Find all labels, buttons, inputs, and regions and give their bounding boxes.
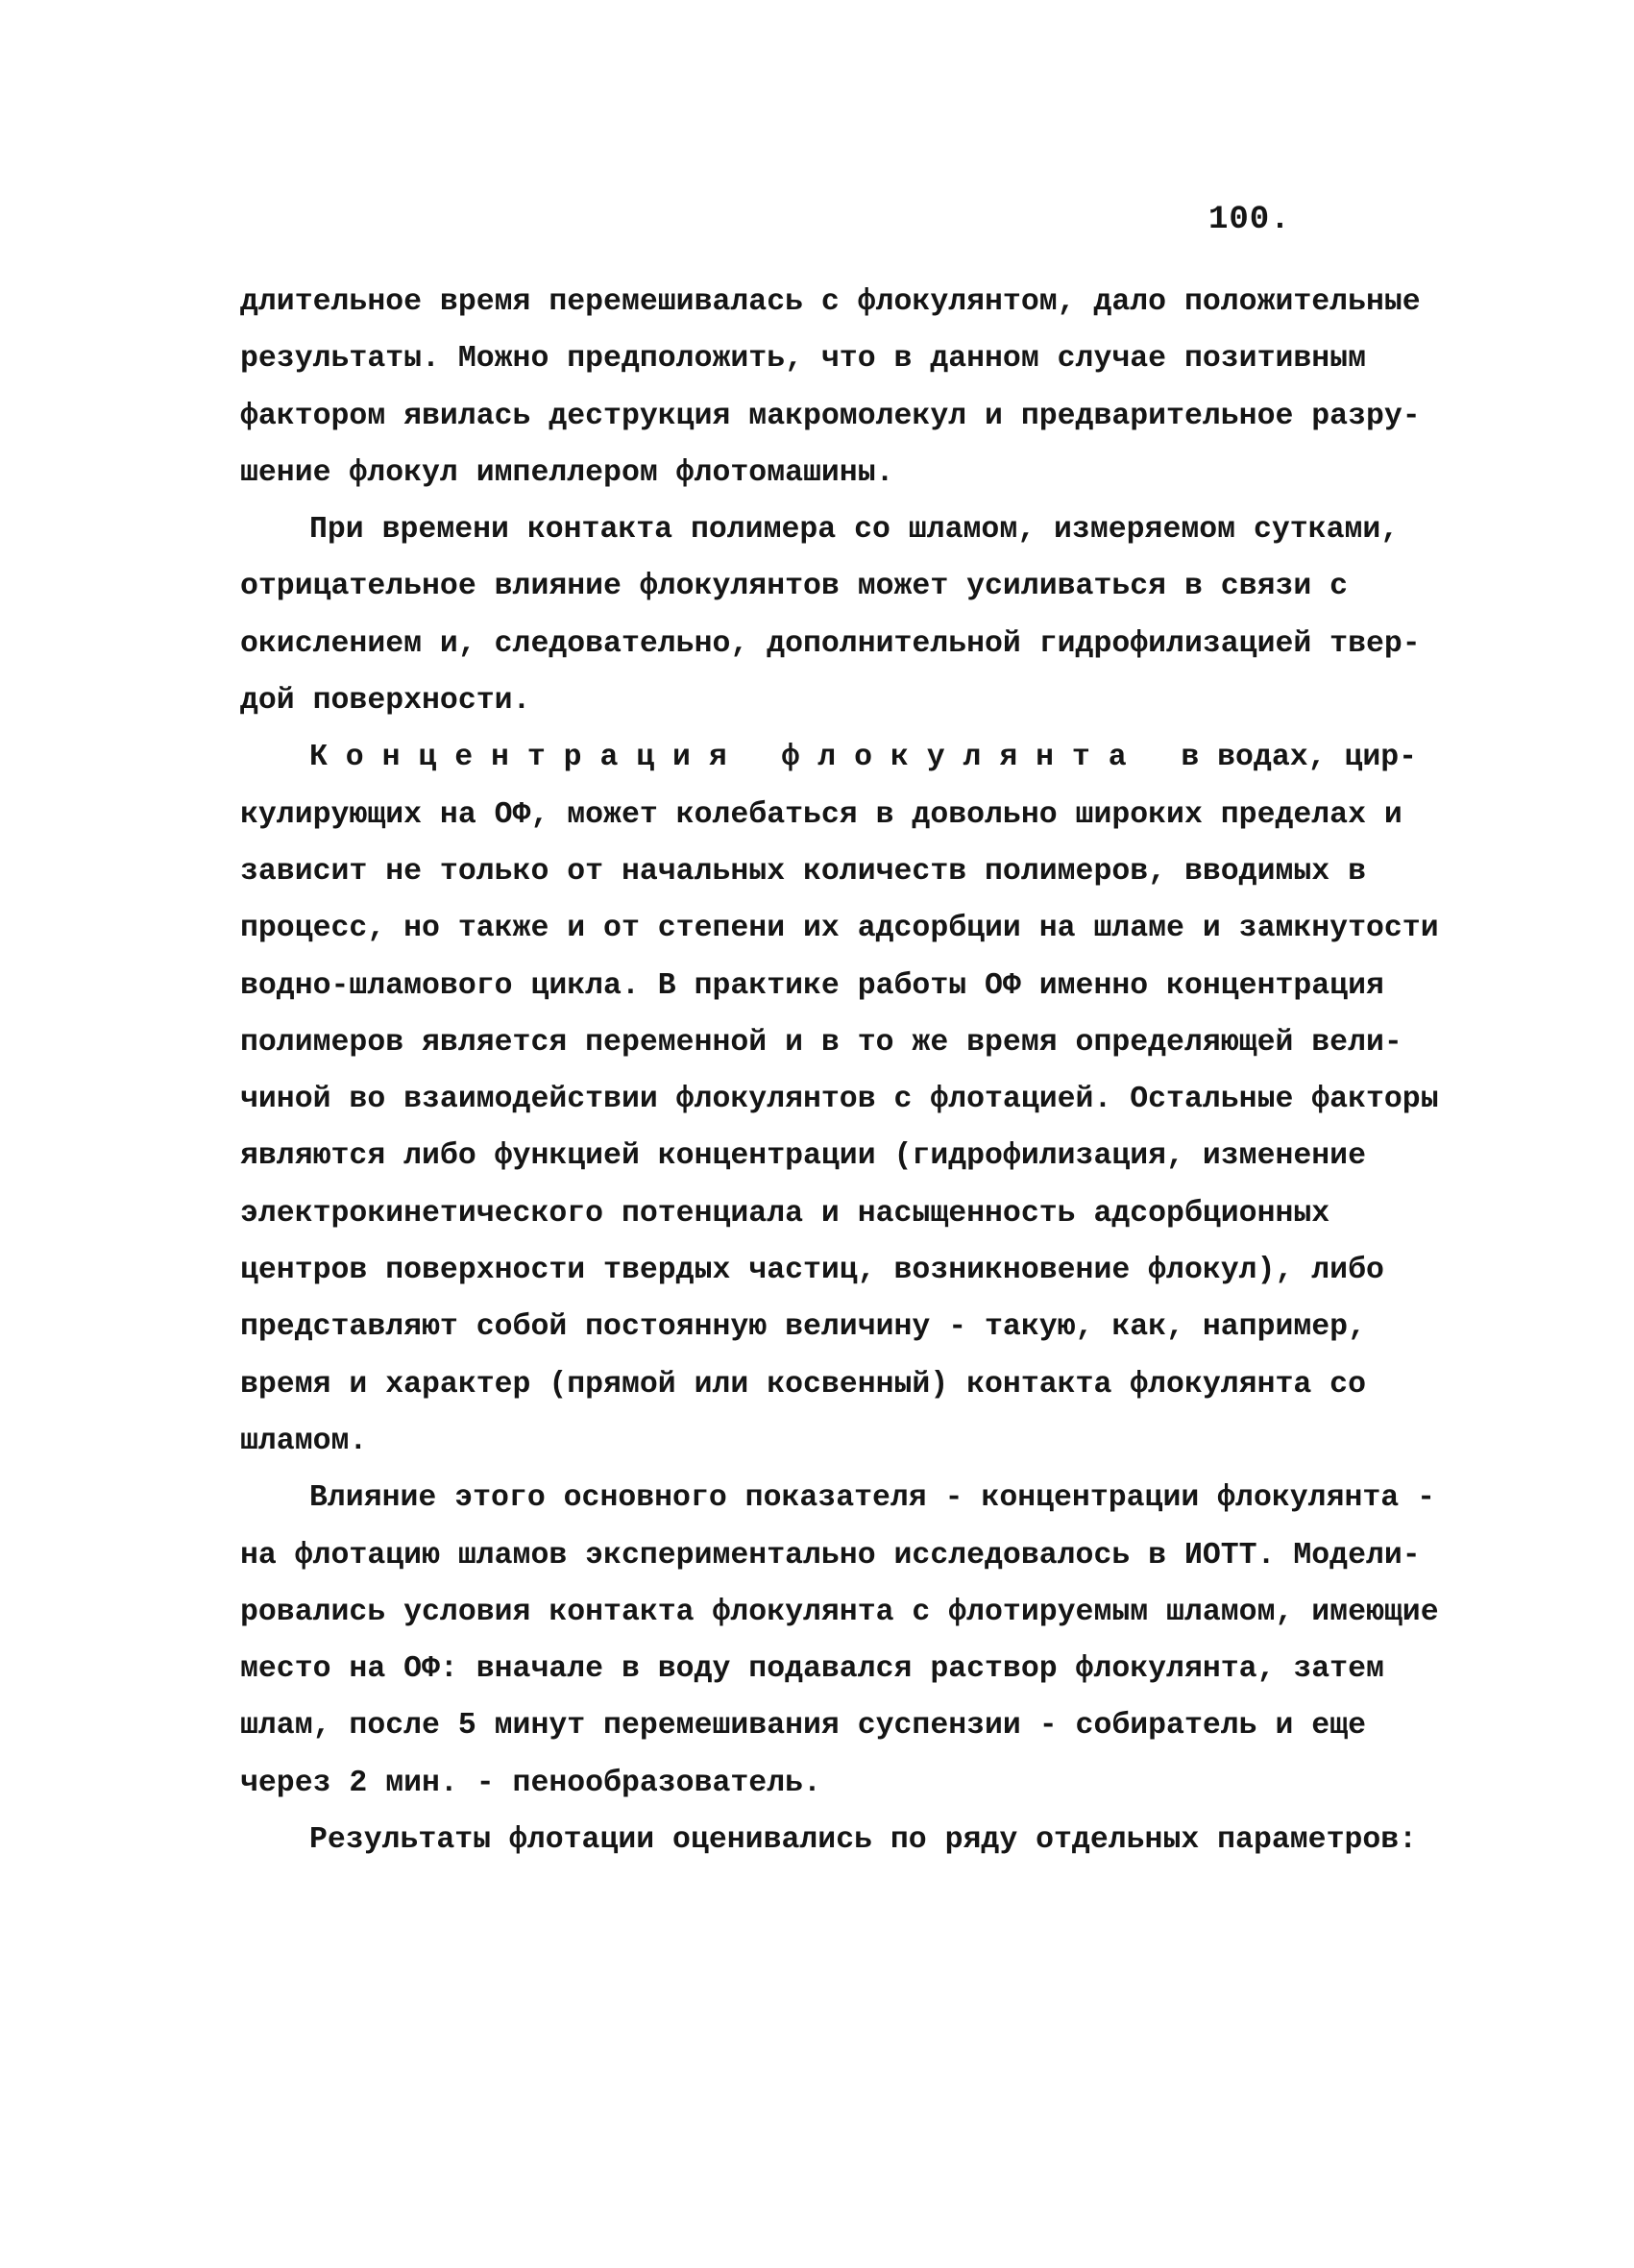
text-line: шламом. <box>240 1424 368 1458</box>
text-line: являются либо функцией концентрации (гидрофилизация, изменение <box>240 1139 1366 1174</box>
text-line: шлам, после 5 минут перемешивания суспензии - собиратель и еще <box>240 1709 1366 1744</box>
text-line: водно-шламового цикла. В практике работы ОФ именно концентрация <box>240 968 1384 1003</box>
text-line: на флотацию шламов экспериментально исследовалось в ИОТТ. Модели- <box>240 1538 1421 1573</box>
text-line: центров поверхности твердых частиц, возникновение флокул), либо <box>240 1254 1384 1288</box>
text-line: представляют собой постоянную величину - такую, как, например, <box>240 1310 1366 1345</box>
text-line: зависит не только от начальных количеств полимеров, вводимых в <box>240 854 1366 889</box>
text-line: шение флокул импеллером флотомашины. <box>240 455 894 490</box>
text-line: место на ОФ: вначале в воду подавался раствор флокулянта, затем <box>240 1652 1384 1687</box>
text-line: Влияние этого основного показателя - концентрации флокулянта - <box>309 1481 1435 1516</box>
text-line: время и характер (прямой или косвенный) контакта флокулянта со <box>240 1367 1366 1402</box>
text-line: результаты. Можно предположить, что в данном случае позитивным <box>240 342 1366 377</box>
text-line: ровались условия контакта флокулянта с флотируемым шламом, имеющие <box>240 1595 1439 1629</box>
text-line: окислением и, следовательно, дополнительной гидрофилизацией твер- <box>240 626 1421 661</box>
body-text <box>240 274 1439 1868</box>
text-line: чиной во взаимодействии флокулянтов с флотацией. Остальные факторы <box>240 1083 1439 1117</box>
text-line: электрокинетического потенциала и насыщенность адсорбционных <box>240 1196 1330 1231</box>
text-line: кулирующих на ОФ, может колебаться в довольно широких пределах и <box>240 797 1402 832</box>
text-line: через 2 мин. - пенообразователь. <box>240 1766 821 1800</box>
text-line: процесс, но также и от степени их адсорбции на шламе и замкнутости <box>240 912 1439 946</box>
text-line: Результаты флотации оценивались по ряду отдельных параметров: <box>309 1823 1418 1858</box>
text-line: полимеров является переменной и в то же время определяющей вели- <box>240 1025 1402 1060</box>
text-line: фактором явилась деструкция макромолекул и предварительное разру- <box>240 399 1421 433</box>
text-line: При времени контакта полимера со шламом, измеряемом сутками, <box>309 513 1400 548</box>
text-line: отрицательное влияние флокулянтов может усиливаться в связи с <box>240 570 1349 604</box>
text-line: К о н ц е н т р а ц и я ф л о к у л я н т а в водах, цир- <box>309 741 1418 775</box>
page-number: 100. <box>1208 202 1291 238</box>
text-line: дой поверхности. <box>240 684 531 719</box>
text-line: длительное время перемешивалась с флокулянтом, дало положительные <box>240 285 1421 319</box>
